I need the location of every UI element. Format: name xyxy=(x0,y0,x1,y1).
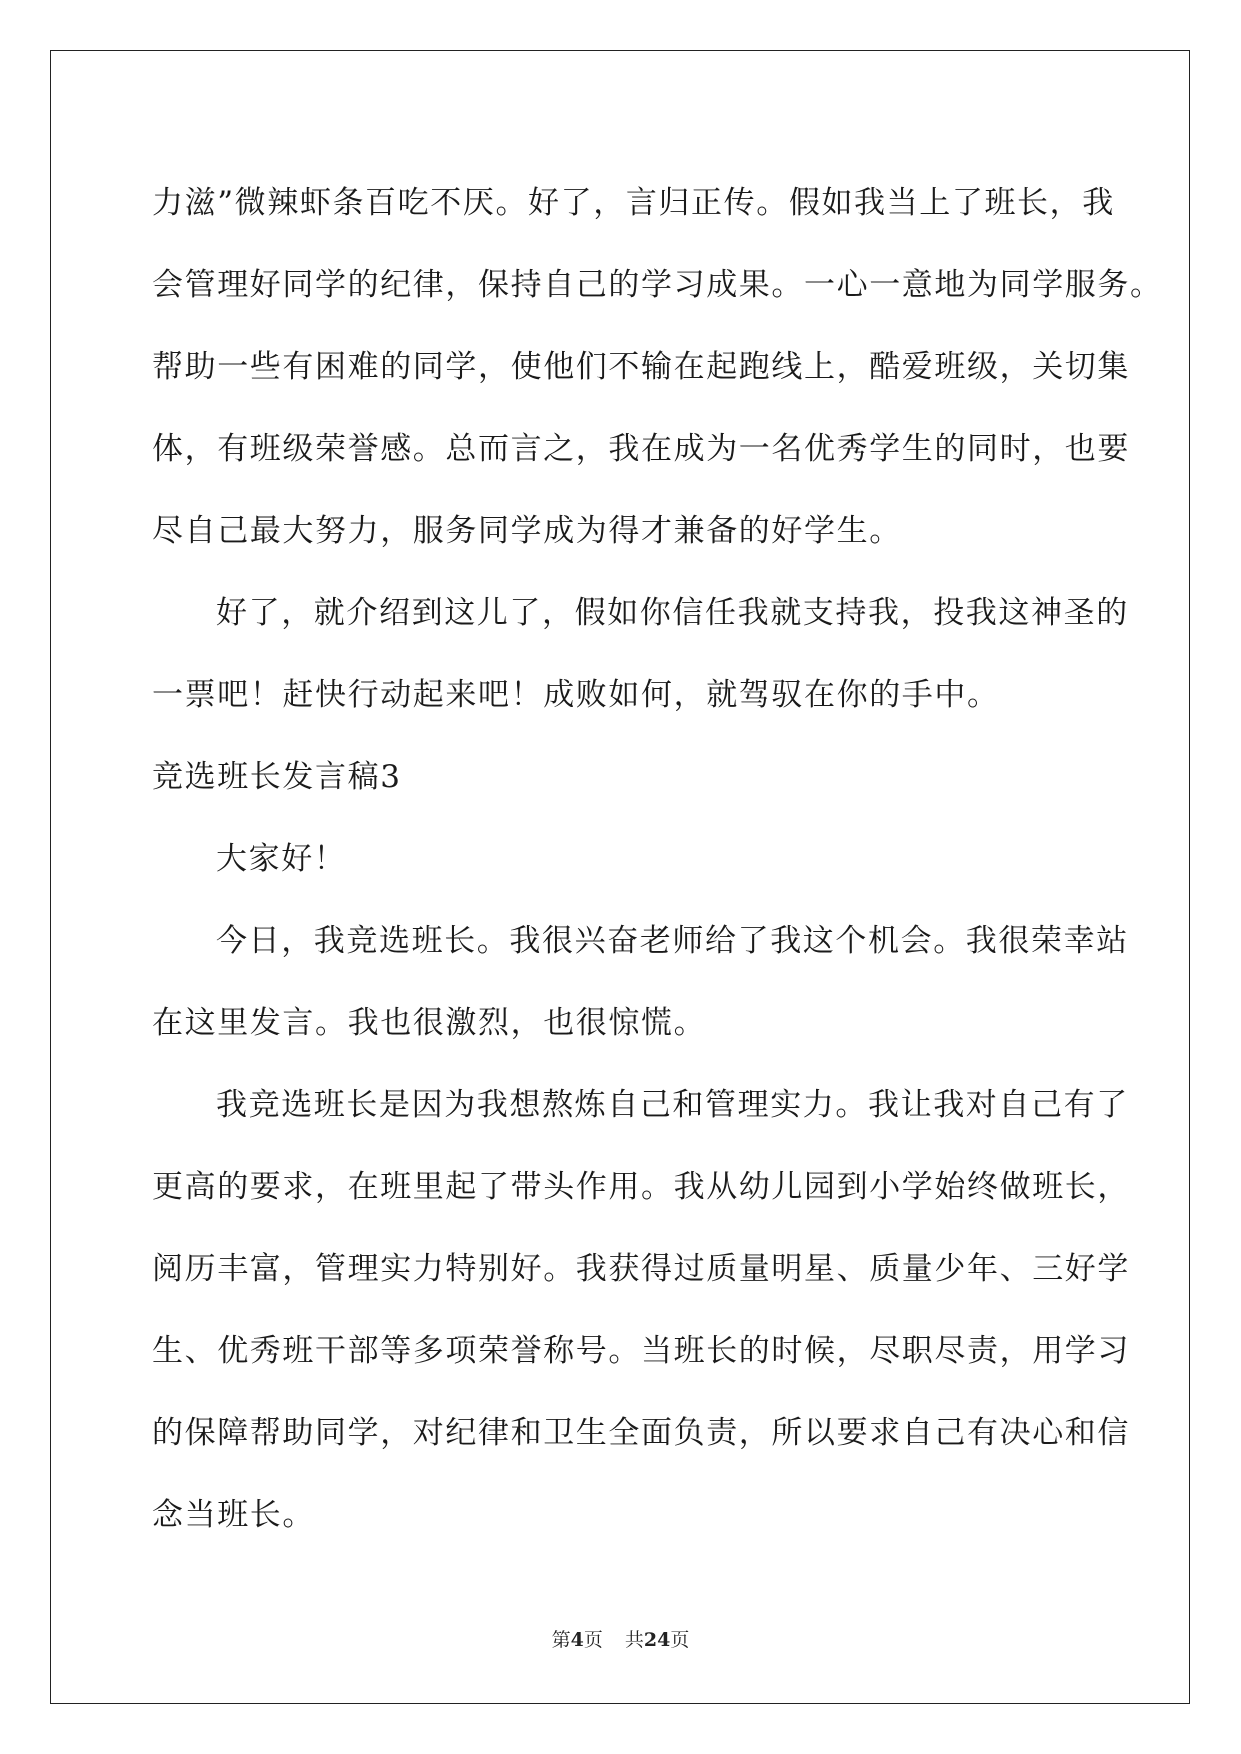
text-line: 帮助一些有困难的同学，使他们不输在起跑线上，酷爱班级，关切集 xyxy=(152,349,1130,385)
paragraph-start-line: 我竞选班长是因为我想熬炼自己和管理实力。我让我对自己有了 xyxy=(216,1087,1129,1123)
paragraph-start-line: 好了，就介绍到这儿了，假如你信任我就支持我，投我这神圣的 xyxy=(216,595,1129,631)
text-line: 生、优秀班干部等多项荣誉称号。当班长的时候，尽职尽责，用学习 xyxy=(152,1333,1130,1369)
text-line: 会管理好同学的纪律，保持自己的学习成果。一心一意地为同学服务。 xyxy=(152,267,1163,303)
paragraph-start-line: 今日，我竞选班长。我很兴奋老师给了我这个机会。我很荣幸站 xyxy=(216,923,1129,959)
total-prefix: 共 xyxy=(624,1629,644,1651)
text-line: 力滋”微辣虾条百吃不厌。好了，言归正传。假如我当上了班长，我 xyxy=(152,185,1115,221)
greeting-line: 大家好！ xyxy=(216,841,347,877)
page-prefix: 第 xyxy=(551,1629,571,1651)
total-suffix: 页 xyxy=(670,1629,690,1651)
text-line: 的保障帮助同学，对纪律和卫生全面负责，所以要求自己有决心和信 xyxy=(152,1415,1130,1451)
text-line: 阅历丰富，管理实力特别好。我获得过质量明星、质量少年、三好学 xyxy=(152,1251,1130,1287)
text-line: 体，有班级荣誉感。总而言之，我在成为一名优秀学生的同时，也要 xyxy=(152,431,1130,467)
text-line: 尽自己最大努力，服务同学成为得才兼备的好学生。 xyxy=(152,513,902,549)
total-pages: 24 xyxy=(643,1629,671,1651)
text-line: 更高的要求，在班里起了带头作用。我从幼儿园到小学始终做班长， xyxy=(152,1169,1130,1205)
document-body xyxy=(152,162,1163,1556)
text-line: 念当班长。 xyxy=(152,1497,315,1533)
section-heading: 竞选班长发言稿3 xyxy=(152,759,402,795)
page-suffix: 页 xyxy=(583,1629,603,1651)
page-number: 4 xyxy=(570,1629,584,1651)
page-footer xyxy=(0,1625,1241,1652)
text-line: 在这里发言。我也很激烈，也很惊慌。 xyxy=(152,1005,707,1041)
text-line: 一票吧！赶快行动起来吧！成败如何，就驾驭在你的手中。 xyxy=(152,677,1000,713)
